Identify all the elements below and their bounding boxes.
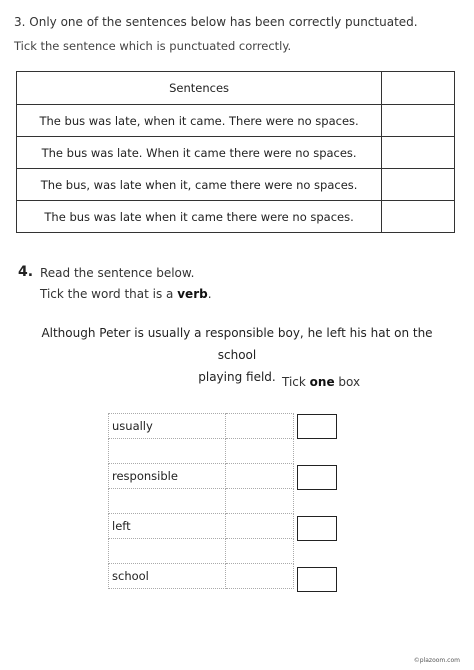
grid-cell	[225, 489, 293, 514]
tick-one-suffix: box	[334, 375, 361, 389]
grid-cell	[225, 564, 293, 589]
quoted-sentence-line-2: playing field.	[198, 370, 276, 384]
question-3-title: 3. Only one of the sentences below has been correctly punctuated.	[14, 15, 418, 29]
punctuation-table	[16, 71, 455, 233]
tick-one-prefix: Tick	[282, 375, 310, 389]
tick-box-left[interactable]	[297, 516, 337, 541]
sentences-header: Sentences	[17, 72, 382, 105]
grid-cell	[109, 489, 226, 514]
tick-one-keyword: one	[309, 375, 335, 389]
grid-cell	[225, 439, 293, 464]
table-row	[17, 105, 455, 137]
grid-cell	[109, 439, 226, 464]
question-4-number: 4.	[18, 264, 34, 280]
list-item	[109, 564, 294, 589]
word-options-grid	[108, 413, 294, 589]
sentence-option-2: The bus was late. When it came there were no spaces.	[17, 137, 382, 169]
tick-box-responsible[interactable]	[297, 465, 337, 490]
tick-cell-3[interactable]	[382, 169, 455, 201]
table-row	[17, 137, 455, 169]
table-row	[17, 169, 455, 201]
grid-cell	[225, 539, 293, 564]
sentence-option-3: The bus, was late when it, came there were no spaces.	[17, 169, 382, 201]
question-4-read: Read the sentence below.	[40, 266, 195, 280]
tick-cell-2[interactable]	[382, 137, 455, 169]
grid-cell	[225, 414, 293, 439]
quoted-sentence	[30, 322, 444, 388]
instruction-keyword: verb	[177, 287, 208, 301]
question-3-instruction: Tick the sentence which is punctuated correctly.	[14, 39, 292, 53]
list-item	[109, 464, 294, 489]
question-4-instruction	[40, 287, 212, 301]
grid-cell	[225, 464, 293, 489]
instruction-suffix: .	[207, 287, 212, 301]
instruction-prefix: Tick the word that is a	[40, 287, 178, 301]
grid-spacer-row	[109, 489, 294, 514]
quoted-sentence-line-1: Although Peter is usually a responsible boy, he left his hat on the school	[41, 326, 433, 362]
table-header-row	[17, 72, 455, 105]
tick-header-cell	[382, 72, 455, 105]
list-item	[109, 514, 294, 539]
table-row	[17, 201, 455, 233]
word-option-left: left	[109, 514, 226, 539]
tick-box-usually[interactable]	[297, 414, 337, 439]
tick-one-box-label	[282, 375, 360, 389]
tick-cell-4[interactable]	[382, 201, 455, 233]
word-option-usually: usually	[109, 414, 226, 439]
grid-cell	[225, 514, 293, 539]
grid-spacer-row	[109, 439, 294, 464]
word-option-school: school	[109, 564, 226, 589]
list-item	[109, 414, 294, 439]
footer-watermark: ©plazoom.com	[413, 657, 460, 664]
grid-cell	[109, 539, 226, 564]
tick-box-school[interactable]	[297, 567, 337, 592]
word-option-responsible: responsible	[109, 464, 226, 489]
sentence-option-4: The bus was late when it came there were no spaces.	[17, 201, 382, 233]
sentence-option-1: The bus was late, when it came. There were no spaces.	[17, 105, 382, 137]
tick-cell-1[interactable]	[382, 105, 455, 137]
grid-spacer-row	[109, 539, 294, 564]
